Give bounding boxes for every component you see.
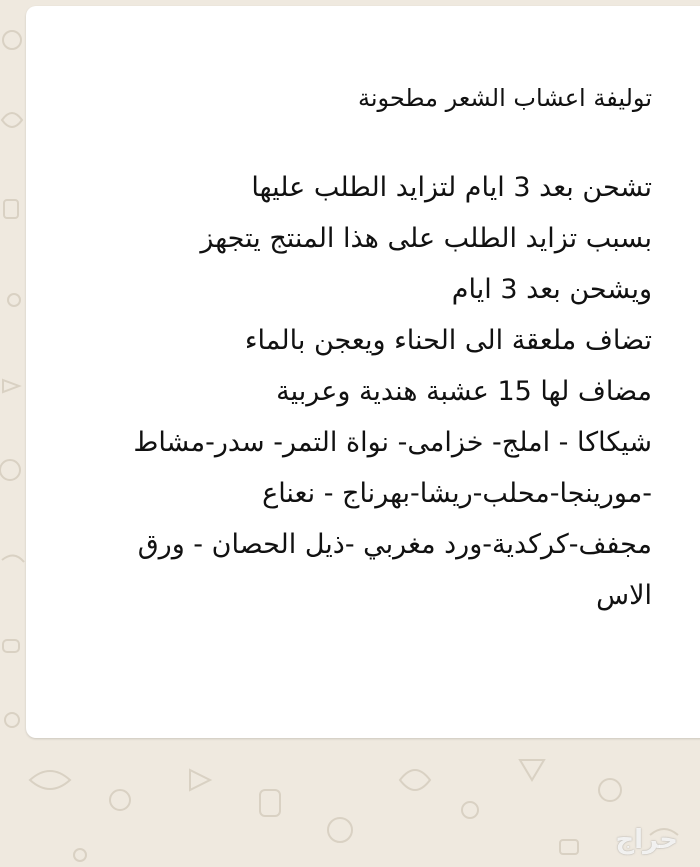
message-line: بسبب تزايد الطلب على هذا المنتج يتجهز: [200, 223, 652, 254]
message-title: توليفة اعشاب الشعر مطحونة: [357, 84, 652, 112]
message-line: الاس: [596, 580, 652, 611]
message-text: [72, 70, 652, 621]
message-line: ويشحن بعد 3 ايام: [451, 274, 652, 305]
message-line: شيكاكا - املج- خزامى- نواة التمر- سدر-مشاط: [133, 427, 652, 458]
message-line: تضاف ملعقة الى الحناء ويعجن بالماء: [244, 325, 652, 356]
haraj-watermark: حراج: [615, 825, 678, 855]
message-line: مجفف-كركدية-ورد مغربي -ذيل الحصان - ورق: [137, 529, 652, 560]
message-line: مضاف لها 15 عشبة هندية وعربية: [276, 376, 652, 407]
message-line: -مورينجا-محلب-ريشا-بهرناج - نعناع: [262, 478, 652, 509]
message-line: تشحن بعد 3 ايام لتزايد الطلب عليها: [251, 172, 652, 203]
